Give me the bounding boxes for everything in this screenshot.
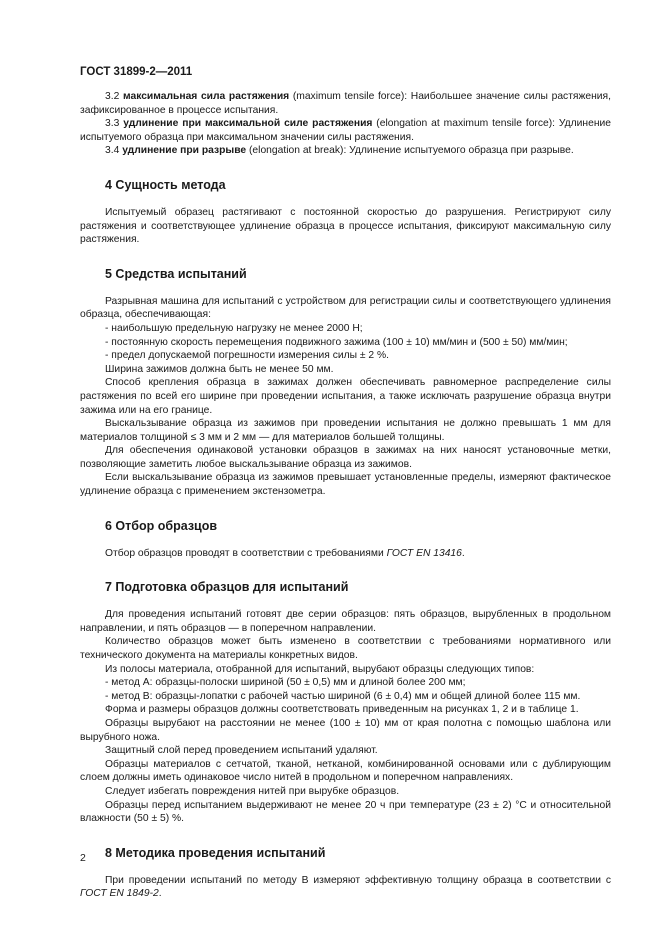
section-7-heading: 7 Подготовка образцов для испытаний <box>105 580 349 595</box>
definition-3-4: 3.4 удлинение при разрыве (elongation at break): Удлинение испытуемого образца при разрыве. <box>105 145 574 157</box>
section-7-paragraph: Из полосы материала, отобранной для испытаний, вырубают образцы следующих типов: <box>105 663 535 675</box>
section-4-paragraph: Испытуемый образец растягивают с постоянной скоростью до разрушения. Регистрируют силу растяжения и соответствующее удлинение образца в процессе испытания, фиксируют максимальную силу растяжения. <box>80 206 611 246</box>
definition-3-3: 3.3 удлинение при максимальной силе растяжения (elongation at maximum tensile force): Удлинение испытуемого образца при максимальном значении силы растяжения. <box>80 118 611 143</box>
document-header: ГОСТ 31899-2—2011 <box>80 66 193 78</box>
section-8-paragraph: При проведении испытаний по методу В измеряют эффективную толщину образца в соответствии с ГОСТ EN 1849-2. <box>80 874 611 900</box>
standard-reference: ГОСТ EN 1849-2 <box>80 888 159 900</box>
list-item: - метод В: образцы-лопатки с рабочей частью шириной (6 ± 0,4) мм и общей длиной более 115 мм. <box>105 690 581 702</box>
section-5-paragraph: Способ крепления образца в зажимах должен обеспечивать равномерное распределение силы растяжения по всей его ширине при проведении испытания, а также исключать разрушение образца внутри зажима или на его границе. <box>80 377 611 416</box>
list-item: - предел допускаемой погрешности измерения силы ± 2 %. <box>105 350 390 362</box>
section-5-paragraph: Выскальзывание образца из зажимов при проведении испытания не должно превышать 1 мм для материалов толщиной ≤ 3 мм и 2 мм — для материалов большей толщины. <box>80 418 611 443</box>
section-7-paragraph: Образцы материалов с сетчатой, тканой, нетканой, комбинированной основами или с дублирующим слоем должны иметь одинаковое число нитей в продольном и поперечном направлениях. <box>80 758 611 784</box>
page-number: 2 <box>80 852 86 864</box>
list-item: - постоянную скорость перемещения подвижного зажима (100 ± 10) мм/мин и (500 ± 50) мм/мин; <box>105 336 568 348</box>
section-5-paragraph: Если выскальзывание образца из зажимов превышает установленные пределы, измеряют фактическое удлинение образца с применением экстензометра. <box>80 472 611 498</box>
list-item: - наибольшую предельную нагрузку не менее 2000 Н; <box>105 322 363 334</box>
section-7-paragraph: Образцы перед испытанием выдерживают не менее 20 ч при температуре (23 ± 2) °С и относительной влажности (50 ± 5) %. <box>80 799 611 825</box>
section-7-paragraph: Форма и размеры образцов должны соответствовать приведенным на рисунках 1, 2 и в таблице 1. <box>105 704 579 716</box>
section-6-paragraph: Отбор образцов проводят в соответствии с требованиями ГОСТ EN 13416. <box>105 547 465 559</box>
list-item: - метод А: образцы-полоски шириной (50 ± 0,5) мм и длиной более 200 мм; <box>105 677 466 689</box>
section-7-paragraph: Защитный слой перед проведением испытаний удаляют. <box>105 745 378 757</box>
definition-3-2: 3.2 максимальная сила растяжения (maximum tensile force): Наибольшее значение силы растяжения, зафиксированное в процессе испытания. <box>80 91 611 116</box>
section-7-paragraph: Образцы вырубают на расстоянии не менее (100 ± 10) мм от края полотна с помощью шаблона или вырубного ножа. <box>80 718 611 743</box>
section-7-paragraph: Для проведения испытаний готовят две серии образцов: пять образцов, вырубленных в продольном направлении, и пять образцов — в поперечном направлении. <box>80 609 611 634</box>
section-8-heading: 8 Методика проведения испытаний <box>105 845 326 860</box>
section-5-paragraph: Для обеспечения одинаковой установки образцов в зажимах на них наносят установочные метки, позволяющие заметить любое выскальзывание образца из зажимов. <box>80 445 611 470</box>
section-5-heading: 5 Средства испытаний <box>105 266 247 281</box>
section-6-heading: 6 Отбор образцов <box>105 518 218 533</box>
section-4-heading: 4 Сущность метода <box>105 177 226 192</box>
section-5-paragraph: Ширина зажимов должна быть не менее 50 мм. <box>105 363 334 375</box>
document-body <box>80 90 611 901</box>
section-7-paragraph: Следует избегать повреждения нитей при вырубке образцов. <box>105 785 400 797</box>
section-5-paragraph: Разрывная машина для испытаний с устройством для регистрации силы и соответствующего удлинения образца, обеспечивающая: <box>80 295 611 321</box>
section-7-paragraph: Количество образцов может быть изменено в соответствии с требованиями нормативного или технического документа на материалы конкретных видов. <box>80 636 611 662</box>
standard-reference: ГОСТ EN 13416 <box>386 547 462 559</box>
